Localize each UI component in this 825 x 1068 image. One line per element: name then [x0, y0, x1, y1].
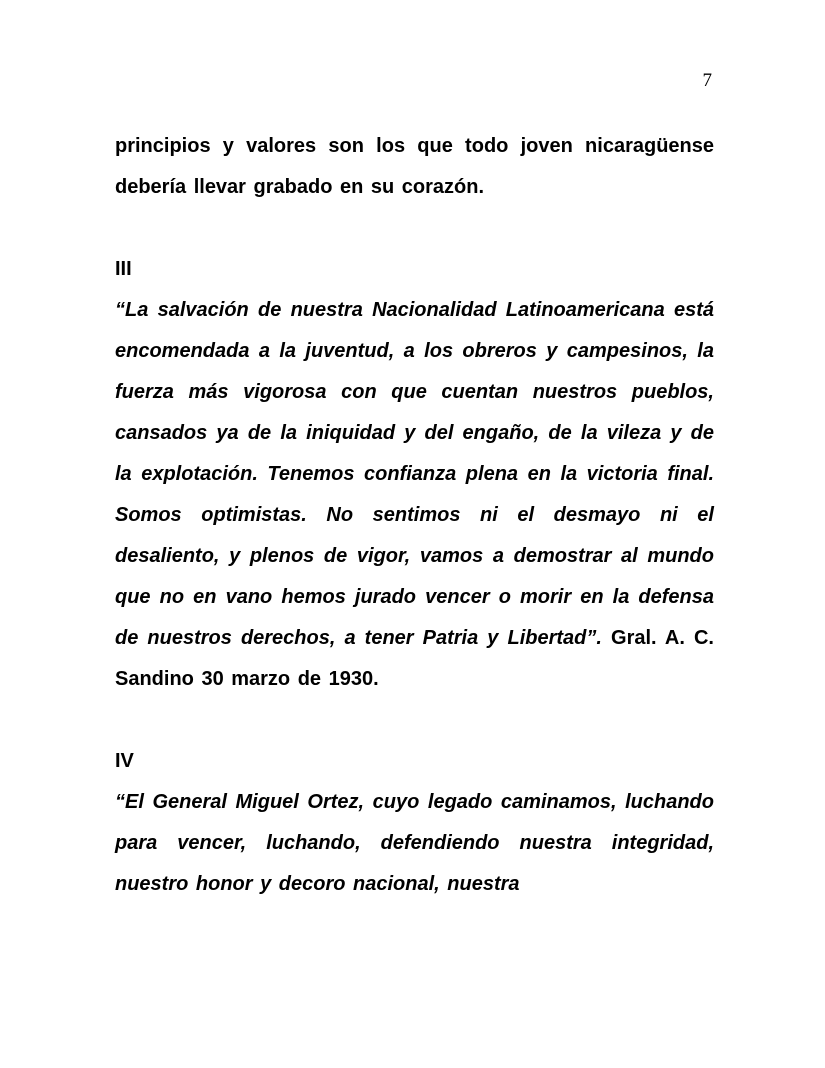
section-heading-iii: III: [115, 258, 132, 280]
section-heading-iv: IV: [115, 750, 134, 772]
quote-attribution-iii: Gral. A. C. Sandino 30 marzo de 1930.: [115, 627, 714, 690]
quote-paragraph-iii: [115, 290, 714, 700]
page-number: 7: [702, 70, 712, 91]
paragraph-intro: principios y valores son los que todo joven nicaragüense debería llevar grabado en su corazón.: [115, 135, 714, 198]
quote-text-iii: “La salvación de nuestra Nacionalidad Latinoamericana está encomendada a la juventud, a los obreros y campesinos, la fuerza más vigorosa con que cuentan nuestros pueblos, cansados ya de la iniquidad y del engaño, de la vileza y de la explotación. Tenemos confianza plena en la victoria final. Somos optimistas. No sentimos ni el desmayo ni el desaliento, y plenos de vigor, vamos a demostrar al mundo que no en vano hemos jurado vencer o morir en la defensa de nuestros derechos, a tener Patria y Libertad”.: [115, 299, 714, 649]
quote-text-iv: “El General Miguel Ortez, cuyo legado caminamos, luchando para vencer, luchando, defendiendo nuestra integridad, nuestro honor y decoro nacional, nuestra: [115, 791, 714, 895]
page-content: [115, 126, 714, 905]
quote-paragraph-iv: [115, 782, 714, 905]
